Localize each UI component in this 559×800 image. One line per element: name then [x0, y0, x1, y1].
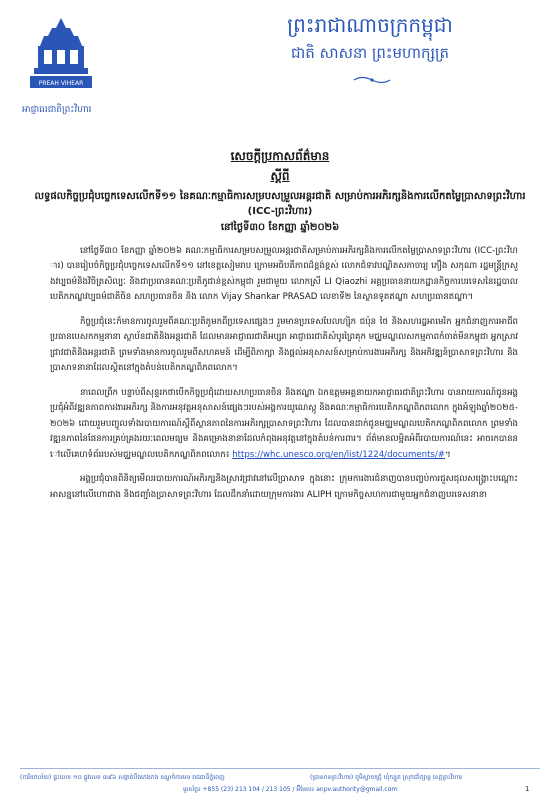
title-heading: សេចក្តីប្រកាសព័ត៌មាន — [230, 149, 330, 163]
kingdom-heading: ព្រះរាជាណាចក្រកម្ពុជា — [287, 13, 453, 37]
title-subject: ស្តីពី — [270, 169, 290, 183]
press-release-title — [30, 148, 530, 235]
national-motto: ជាតិ សាសនា ព្រះមហាក្សត្រ — [290, 44, 450, 62]
temple-logo-icon — [30, 14, 92, 94]
paragraph-3: នាពេលព្រឹក បន្ទាប់ពីសុន្ទរកថាបើកកិច្ចប្រជុំដោយសហប្រធានចិន និងឥណ្ឌា ឯកឧត្តមអគ្គនាយកអាជ្ញាធរជាតិព្រះវិហារ បានរាយការណ៍ជូនអង្គប្រជុំអំពីវឌ្ឍនភាពការងារអភិរក្ស និងការអនុវត្តអនុសាសន៍ផ្សេងៗរបស់អង្គការយូណេស្កូ និងគណៈកម្មាធិការបេតិកភណ្ឌពិភពលោក ក្នុងអំឡុងឆ្នាំ២០២៥-២០២៦ ដោយរួមបញ្ចូលទាំងរបាយការណ៍ស្តីពីស្ថានភាពនៃការអភិរក្សប្រាសាទព្រះវិហារ ដែលបានដាក់ជូនមជ្ឈមណ្ឌលបេតិកភណ្ឌពិភពលោក ព្រមទាំងវឌ្ឍនភាពនៃផែនការគ្រប់គ្រងរយៈពេលមធ្យម និងគម្រោងនានាដែលកំពុងអនុវត្តនៅក្នុងតំបន់ការពារ។ ព័ត៌មានលម្អិតអំពីរបាយការណ៍នេះ អាចរកបាននៅលើគេហទំព័ររបស់មជ្ឈមណ្ឌលបេតិកភណ្ឌពិភពលោក៖ https://whc.unesco.org/en/list/1224/documents/#។ — [50, 387, 518, 460]
department-name: អាជ្ញាធរជាតិព្រះវិហារ — [22, 105, 92, 115]
page-number: 1 — [525, 785, 530, 793]
paragraph-4: អង្គប្រជុំបានពិនិត្យមើលរបាយការណ៍អភិរក្សនិងស្រាវជ្រាវនៅលើប្រាសាទ ក្នុងនោះ ក្រុមការងារជំនាញបានបញ្ចប់ការជួសជុលសង្គ្រោះបណ្តោះអាសន្ននៅលើហោជាង និងជញ្ជាំងប្រាសាទព្រះវិហារ ដែលដឹកនាំដោយក្រុមការងារ ALIPH ក្រោមកិច្ចសហការជាមួយអ្នកជំនាញបរទេសនានា — [50, 474, 518, 500]
paragraph-1: នៅថ្ងៃទី៣០ ខែកញ្ញា ឆ្នាំ២០២៦ គណៈកម្មាធិការសម្របសម្រួលអន្តរជាតិសម្រាប់ការអភិរក្សនិងការលើកតម្លៃប្រាសាទព្រះវិហារ (ICC-ព្រះវិហារ) បានរៀបចំកិច្ចប្រជុំបច្ចេកទេសលើកទី១១ នៅខេត្តសៀមរាប ក្រោមអធិបតីភាពដ៏ខ្ពង់ខ្ពស់ លោកជំទាវបណ្ឌិតសភាចារ្យ ភឿង សកុណា រដ្ឋមន្ត្រីក្រសួងវប្បធម៌និងវិចិត្រសិល្បៈ និងជាប្រធានគណៈប្រតិភូជាន់ខ្ពស់កម្ពុជា រួមជាមួយ លោកស្រី LI Qiaozhi អគ្គប្រធាននាយកដ្ឋានកិច្ចការបរទេសនៃរដ្ឋបាលបេតិកភណ្ឌវប្បធម៌ជាតិចិន សហប្រធានចិន និង លោក Vijay Shankar PRASAD លេខាទី២ នៃស្ថានទូតឥណ្ឌា សហប្រធានឥណ្ឌា។ — [50, 245, 518, 303]
document-body — [50, 235, 518, 508]
title-topic: លទ្ធផលកិច្ចប្រជុំបច្ចេកទេសលើកទី១១ នៃគណៈកម្មាធិការសម្របសម្រួលអន្តរជាតិ សម្រាប់ការអភិរក្សនិងការលើកតម្លៃប្រាសាទព្រះវិហារ (ICC-ព្រះវិហារ) — [34, 191, 526, 217]
footer-contact: ទូរស័ព្ទ៖ +855 (23) 213 104 / 213 105 / អ៊ីមែល៖ anpv.authority@gmail.com — [182, 786, 398, 793]
footer-temple-address: (ប្រាសាទព្រះវិហារ) ភូមិស្វាយជ្រុំ ឃុំកន្ទួត ស្រុកជាំក្សាន្ត ខេត្តព្រះវិហារ — [310, 774, 462, 781]
ornament-divider — [352, 70, 392, 80]
logo-text: PREAH VIHEAR — [38, 80, 84, 87]
paragraph-2: កិច្ចប្រជុំនេះក៏មានការចូលរួមពីគណៈប្រតិភូមកពីប្រទេសផ្សេងៗ រួមមានប្រទេសបែលហ្ស៊ិក ជប៉ុន ថៃ និងសហរដ្ឋអាមេរិក អ្នកជំនាញការអាជីព ប្រធានបេសកកម្មនានា ស្ថាប័នជាតិនិងអន្តរជាតិ ដែលមានអាជ្ញាធរជាតិអប្សរា អាជ្ញាធរជាតិសំបូរព្រៃគុក មជ្ឈមណ្ឌលសកម្មភាពកំចាត់មីនកម្ពុជា អ្នកស្រាវជ្រាវជាតិនិងអន្តរជាតិ ព្រមទាំងមានការចូលរួមពីសហគមន៍ ដើម្បីពិភាក្សា និងផ្តល់អនុសាសន៍សម្រាប់ការងារអភិរក្ស និងអភិវឌ្ឍន៍ប្រាសាទព្រះវិហារ និងប្រាសាទនានាដែលស្ថិតនៅក្នុងតំបន់បេតិកភណ្ឌពិភពលោក។ — [50, 316, 518, 374]
unesco-documents-link[interactable]: https://whc.unesco.org/en/list/1224/documents/# — [232, 449, 446, 460]
page-footer — [20, 768, 540, 793]
footer-office-address: (ការិយាល័យ) ផ្ទះលេខ ១០ ផ្លូវលេខ ៣៩៦ សង្កាត់បឹងកេងកង ខណ្ឌចំការមន រាជធានីភ្នំពេញ — [20, 774, 225, 781]
authority-logo — [30, 14, 92, 94]
title-date: នៅថ្ងៃទី៣០ ខែកញ្ញា ឆ្នាំ២០២៦ — [220, 222, 340, 233]
ornament-icon — [352, 75, 392, 85]
letterhead — [0, 0, 559, 140]
